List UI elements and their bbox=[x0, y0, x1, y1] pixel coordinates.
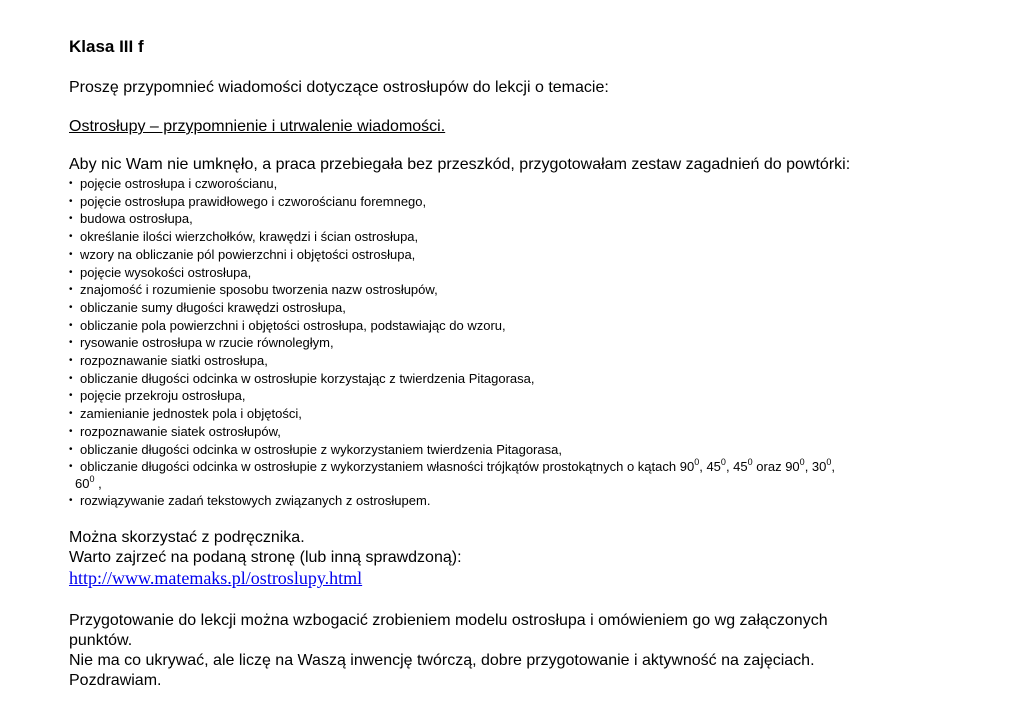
list-item: • rozwiązywanie zadań tekstowych związanych z ostrosłupem. bbox=[69, 493, 431, 509]
list-item-angles: • obliczanie długości odcinka w ostrosłupie z wykorzystaniem własności trójkątów prostokątnych o kątach $90^0$, $45^0$, $45^0$ oraz $90^0$, $30^0$, $60^0$ , bbox=[69, 457, 836, 492]
bullet-icon: • bbox=[69, 195, 73, 207]
bullet-icon: • bbox=[69, 425, 73, 437]
resource-link[interactable]: http://www.matemaks.pl/ostroslupy.html bbox=[69, 568, 363, 588]
list-item: • budowa ostrosłupa, bbox=[69, 211, 193, 227]
bullet-icon: • bbox=[69, 213, 73, 225]
list-item: • określanie ilości wierzchołków, krawędzi i ścian ostrosłupa, bbox=[69, 229, 419, 245]
lesson-topic: Ostrosłupy – przypomnienie i utrwalenie wiadomości. bbox=[69, 118, 446, 135]
model-text-line1: Przygotowanie do lekcji można wzbogacić zrobieniem modelu ostrosłupa i omówieniem go wg załączonych bbox=[69, 612, 828, 629]
list-item: • obliczanie długości odcinka w ostrosłupie korzystając z twierdzenia Pitagorasa, bbox=[69, 370, 535, 386]
list-item: • rozpoznawanie siatki ostrosłupa, bbox=[69, 353, 268, 369]
list-item: • zamienianie jednostek pola i objętości, bbox=[69, 406, 302, 422]
list-item: • pojęcie wysokości ostrosłupa, bbox=[69, 264, 252, 280]
bullet-icon: • bbox=[69, 178, 73, 189]
bullet-icon: • bbox=[69, 337, 73, 349]
list-item: • pojęcie przekroju ostrosłupa, bbox=[69, 388, 246, 404]
greeting-text: Pozdrawiam. bbox=[69, 672, 162, 689]
list-item: • obliczanie sumy długości krawędzi ostrosłupa, bbox=[69, 299, 346, 315]
list-item: • wzory na obliczanie pól powierzchni i objętości ostrosłupa, bbox=[69, 246, 416, 262]
model-text-line2: punktów. bbox=[69, 632, 133, 649]
bullet-icon: • bbox=[69, 248, 73, 260]
bullet-icon: • bbox=[69, 461, 73, 473]
bullet-icon: • bbox=[69, 408, 73, 420]
page-title: Klasa III f bbox=[69, 37, 144, 56]
bullet-icon: • bbox=[69, 390, 73, 402]
bullet-icon: • bbox=[69, 355, 73, 367]
list-item: • rozpoznawanie siatek ostrosłupów, bbox=[69, 423, 281, 439]
list-item: • obliczanie długości odcinka w ostrosłupie z wykorzystaniem twierdzenia Pitagorasa, bbox=[69, 441, 562, 457]
bullet-icon: • bbox=[69, 495, 73, 507]
closing-text: Nie ma co ukrywać, ale liczę na Waszą inwencję twórczą, dobre przygotowanie i aktywność na zajęciach. bbox=[69, 652, 815, 669]
bullet-icon: • bbox=[69, 266, 73, 278]
list-item: • obliczanie pola powierzchni i objętości ostrosłupa, podstawiając do wzoru, bbox=[69, 317, 506, 333]
list-item: • pojęcie ostrosłupa i czworościanu, bbox=[69, 176, 278, 191]
handbook-note: Można skorzystać z podręcznika. bbox=[69, 529, 305, 546]
bullet-icon: • bbox=[69, 319, 73, 331]
bullet-icon: • bbox=[69, 372, 73, 384]
bullet-icon: • bbox=[69, 231, 73, 243]
bullet-icon: • bbox=[69, 284, 73, 296]
list-item: • rysowanie ostrosłupa w rzucie równoległym, bbox=[69, 335, 334, 351]
bullet-icon: • bbox=[69, 301, 73, 313]
list-item: • pojęcie ostrosłupa prawidłowego i czworościanu foremnego, bbox=[69, 193, 427, 209]
topics-list bbox=[69, 175, 835, 510]
list-item: • znajomość i rozumienie sposobu tworzenia nazw ostrosłupów, bbox=[69, 282, 438, 298]
intro-text: Proszę przypomnieć wiadomości dotyczące ostrosłupów do lekcji o temacie: bbox=[69, 79, 609, 96]
lead-text: Aby nic Wam nie umknęło, a praca przebiegała bez przeszkód, przygotowałam zestaw zagadnień do powtórki: bbox=[69, 156, 851, 173]
bullet-icon: • bbox=[69, 443, 73, 455]
site-hint: Warto zajrzeć na podaną stronę (lub inną sprawdzoną): bbox=[69, 549, 462, 566]
